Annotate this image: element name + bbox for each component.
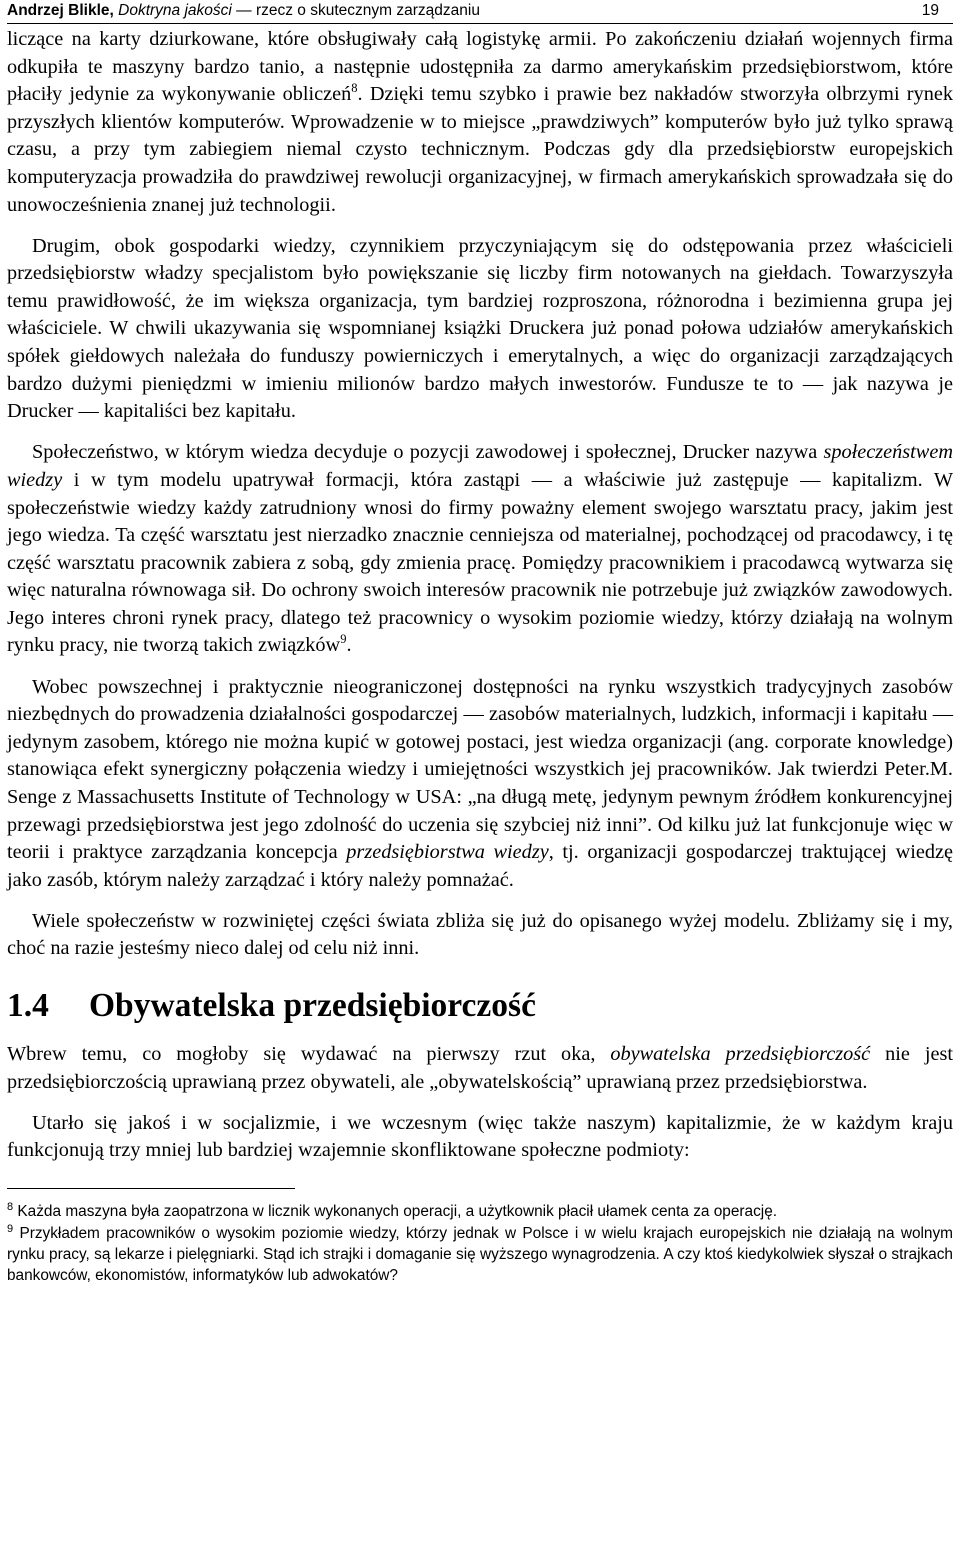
footnote [7,1201,953,1222]
footnote-number: 8 [7,1200,14,1213]
paragraph-text: . [346,634,352,657]
paragraph: Drugim, obok gospodarki wiedzy, czynnikiem przyczyniającym się do odstępowania przez właścicieli przedsiębiorstw władzy specjalistom było powiększanie się liczby firm notowanych na giełdach. Towarzyszyła temu prawidłowość, że im większa organizacja, tym bardziej rozproszona, różnorodna i bezimienna grupa jej właściciele. W chwili ukazywania się wspomnianej książki Druckera już ponad połowa udziałów amerykańskich spółek giełdowych należała do funduszy powierniczych i emerytalnych, a więc do organizacji zarządzających bardzo dużymi pieniędzmi w imieniu milionów bardzo małych inwestorów. Fundusze te to — jak nazywa je Drucker — kapitaliści bez kapitału. [7,234,953,423]
paragraph [7,1041,953,1096]
footnote-text: Przykładem pracowników o wysokim poziomie wiedzy, którzy jednak w Polsce i w wielu krajach europejskich nie działają na wolnym rynku pracy, są lekarze i pielęgniarki. Stąd ich strajki i domaganie się wyższego wynagrodzenia. A czy ktoś kiedykolwiek słyszał o strajkach bankowców, ekonomistów, informatyków lub adwokatów? [7,1224,953,1284]
emphasis-text: obywatelska przedsiębiorczość [610,1043,871,1065]
paragraph [7,26,953,219]
footnote-text: Każda maszyna była zaopatrzona w licznik wykonanych operacji, a użytkownik płacił ułamek centa za operację. [17,1202,778,1220]
paragraph-text: i w tym modelu upatrywał formacji, która zastąpi — a właściwie już zastępuje — kapitalizm. W społeczeństwie wiedzy każdy zatrudniony wnosi do firmy poważny element swojego warsztatu pracy, jakim jest jego wiedza. Ta część warsztatu jest nierzadko znacznie cenniejsza od materialnej, pochodzącej od pracodawcy, i tę część warsztatu pracownik zabiera z sobą, gdy zmienia pracę. Pomiędzy pracownikiem i pracodawcą wytwarza się więc naturalna równowaga sił. Do ochrony swoich interesów pracownik nie potrzebuje już związków zawodowych. Jego interes chroni rynek pracy, dlatego też pracownicy o wysokim poziomie wiedzy, którzy działają na wolnym rynku pracy, nie tworzą takich związków [7,468,953,657]
header-author: Andrzej Blikle, [7,2,114,19]
document-page [7,0,953,1287]
body-text [7,26,953,1165]
paragraph-text: Wbrew temu, co mogłoby się wydawać na pierwszy rzut oka, [7,1043,611,1065]
header-text [7,2,480,20]
footnotes [7,1201,953,1286]
footnote-ref: 8 [351,81,358,96]
footnote-separator [7,1188,295,1189]
paragraph [7,439,953,660]
section-title: Obywatelska przedsiębiorczość [89,987,536,1024]
paragraph-text: Wobec powszechnej i praktycznie nieograniczonej dostępności na rynku wszystkich tradycyjnych zasobów niezbędnych do prowadzenia działalności gospodarczej — zasobów materialnych, ludzkich, informacji i kapitału — jedynym zasobem, którego nie można kupić w gotowej postaci, jest wiedza organizacji (ang. corporate knowledge) stanowiąca efekt synergiczny połączenia wiedzy i umiejętności wszystkich jej pracowników. Jak twierdzi Peter.M. Senge z Massachusetts Institute of Technology w USA: „na długą metę, jedynym pewnym źródłem konkurencyjnej przewagi przedsiębiorstwa jest jego zdolność do uczenia się szybciej niż inni”. Od kilku już lat funkcjonuje więc w teorii i praktyce zarządzania koncepcja [7,675,953,864]
paragraph-text: . Dzięki temu szybko i prawie bez nakładów stworzyła olbrzymi rynek przyszłych klientów komputerów. Wprowadzenie w to miejsce „prawdziwych” komputerów było już tylko sprawą czasu, a przy tym zabiegiem niemal czysto technicznym. Podczas gdy dla przedsiębiorstw europejskich komputeryzacja prowadziła do prawdziwej rewolucji organizacyjnej, w firmach amerykańskich sprowadzała się do unowocześnienia znanej już technologii. [7,83,953,216]
paragraph: Utarło się jakoś i w socjalizmie, i we wczesnym (więc także naszym) kapitalizmie, że w każdym kraju funkcjonują trzy mniej lub bardziej wzajemnie skonfliktowane społeczne podmioty: [7,1111,953,1162]
emphasis-text: społeczeństwem wiedzy [7,441,953,491]
paragraph-text: Społeczeństwo, w którym wiedza decyduje o pozycji zawodowej i społecznej, Drucker nazywa [32,441,824,464]
header-title: Doktryna jakości [118,2,232,19]
paragraph [7,674,953,895]
header-subtitle: — rzecz o skutecznym zarządzaniu [231,2,480,19]
paragraph-text: nie jest przedsiębiorczością uprawianą przez obywateli, ale „obywatelskością” uprawianą przez przedsiębiorstwa. [7,1043,953,1093]
footnote-ref: 9 [340,632,347,647]
paragraph: Wiele społeczeństw w rozwiniętej części świata zbliża się już do opisanego wyżej modelu. Zbliżamy się i my, choć na razie jesteśmy nieco dalej od celu niż inni. [7,909,953,960]
paragraph-text: liczące na karty dziurkowane, które obsługiwały całą logistykę armii. Po zakończeniu działań wojennych firma odkupiła te maszyny bardzo tanio, a następnie udostępniła za darmo amerykańskim przedsiębiorstwom, które płaciły jedynie za wykonywanie obliczeń [7,28,953,106]
footnote [7,1223,953,1286]
emphasis-text: przedsiębiorstwa wiedzy [346,841,549,864]
footnote-number: 9 [7,1222,14,1235]
paragraph-text: , tj. organizacji gospodarczej traktującej wiedzę jako zasób, którym należy zarządzać i który należy pomnażać. [7,841,953,891]
section-number: 1.4 [7,987,49,1024]
running-header [7,0,953,24]
section-heading [7,985,953,1027]
page-number: 19 [921,2,939,19]
